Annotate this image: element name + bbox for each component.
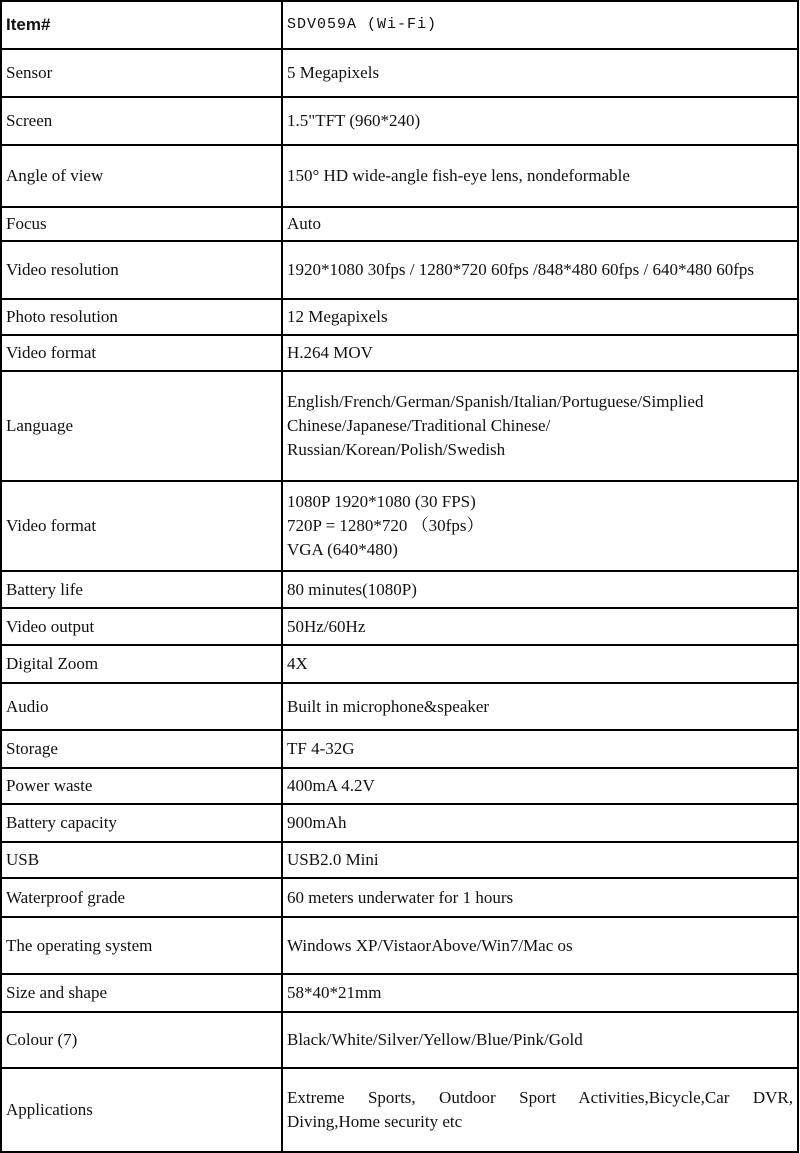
row-label: Digital Zoom (1, 645, 282, 683)
row-label: Power waste (1, 768, 282, 804)
row-label: Applications (1, 1068, 282, 1152)
row-value: 150° HD wide-angle fish-eye lens, nondeformable (282, 145, 798, 207)
row-value: Extreme Sports, Outdoor Sport Activities,Bicycle,Car DVR, Diving,Home security etc (282, 1068, 798, 1152)
table-row (1, 768, 798, 804)
row-value: 50Hz/60Hz (282, 608, 798, 645)
table-row (1, 608, 798, 645)
header-value: SDV059A (Wi-Fi) (282, 1, 798, 49)
row-value: 5 Megapixels (282, 49, 798, 97)
row-label: Colour (7) (1, 1012, 282, 1068)
table-row (1, 299, 798, 335)
row-label: Focus (1, 207, 282, 241)
row-value: H.264 MOV (282, 335, 798, 371)
row-label: Video output (1, 608, 282, 645)
table-row (1, 842, 798, 878)
row-label: Size and shape (1, 974, 282, 1012)
table-row (1, 207, 798, 241)
table-row (1, 241, 798, 299)
row-value (282, 371, 798, 481)
table-row (1, 917, 798, 974)
spec-table-body (1, 1, 798, 1152)
row-label: Photo resolution (1, 299, 282, 335)
table-row (1, 97, 798, 145)
value-line: VGA (640*480) (287, 540, 398, 559)
row-value: 400mA 4.2V (282, 768, 798, 804)
header-row (1, 1, 798, 49)
row-value (282, 481, 798, 571)
table-row (1, 49, 798, 97)
row-value: 4X (282, 645, 798, 683)
row-value: Windows XP/VistaorAbove/Win7/Mac os (282, 917, 798, 974)
table-row (1, 1068, 798, 1152)
header-label: Item# (1, 1, 282, 49)
table-row (1, 571, 798, 608)
table-row (1, 1012, 798, 1068)
value-line: 720P = 1280*720 （30fps） (287, 516, 484, 535)
row-value: TF 4-32G (282, 730, 798, 768)
row-label: Screen (1, 97, 282, 145)
row-value: 12 Megapixels (282, 299, 798, 335)
value-line: English/French/German/Spanish/Italian/Portuguese/Simplied (287, 392, 704, 411)
value-line: Russian/Korean/Polish/Swedish (287, 440, 506, 459)
row-label: Angle of view (1, 145, 282, 207)
row-label: Language (1, 371, 282, 481)
row-label: Video format (1, 481, 282, 571)
row-label: Video resolution (1, 241, 282, 299)
row-label: Waterproof grade (1, 878, 282, 917)
row-label: The operating system (1, 917, 282, 974)
table-row (1, 645, 798, 683)
row-label: Storage (1, 730, 282, 768)
row-value: Black/White/Silver/Yellow/Blue/Pink/Gold (282, 1012, 798, 1068)
row-value: Auto (282, 207, 798, 241)
table-row (1, 481, 798, 571)
table-row (1, 371, 798, 481)
row-label: Video format (1, 335, 282, 371)
row-value: 900mAh (282, 804, 798, 842)
table-row (1, 335, 798, 371)
table-row (1, 974, 798, 1012)
row-label: Sensor (1, 49, 282, 97)
table-row (1, 145, 798, 207)
table-row (1, 730, 798, 768)
row-label: Audio (1, 683, 282, 730)
table-row (1, 683, 798, 730)
row-value: 58*40*21mm (282, 974, 798, 1012)
table-row (1, 878, 798, 917)
row-value: 80 minutes(1080P) (282, 571, 798, 608)
row-label: USB (1, 842, 282, 878)
value-line: Chinese/Japanese/Traditional Chinese/ (287, 416, 551, 435)
value-line: 1080P 1920*1080 (30 FPS) (287, 492, 476, 511)
row-value: 1.5"TFT (960*240) (282, 97, 798, 145)
row-value: 60 meters underwater for 1 hours (282, 878, 798, 917)
row-label: Battery life (1, 571, 282, 608)
row-value: 1920*1080 30fps / 1280*720 60fps /848*480 60fps / 640*480 60fps (282, 241, 798, 299)
row-value: USB2.0 Mini (282, 842, 798, 878)
row-value: Built in microphone&speaker (282, 683, 798, 730)
table-row (1, 804, 798, 842)
row-label: Battery capacity (1, 804, 282, 842)
